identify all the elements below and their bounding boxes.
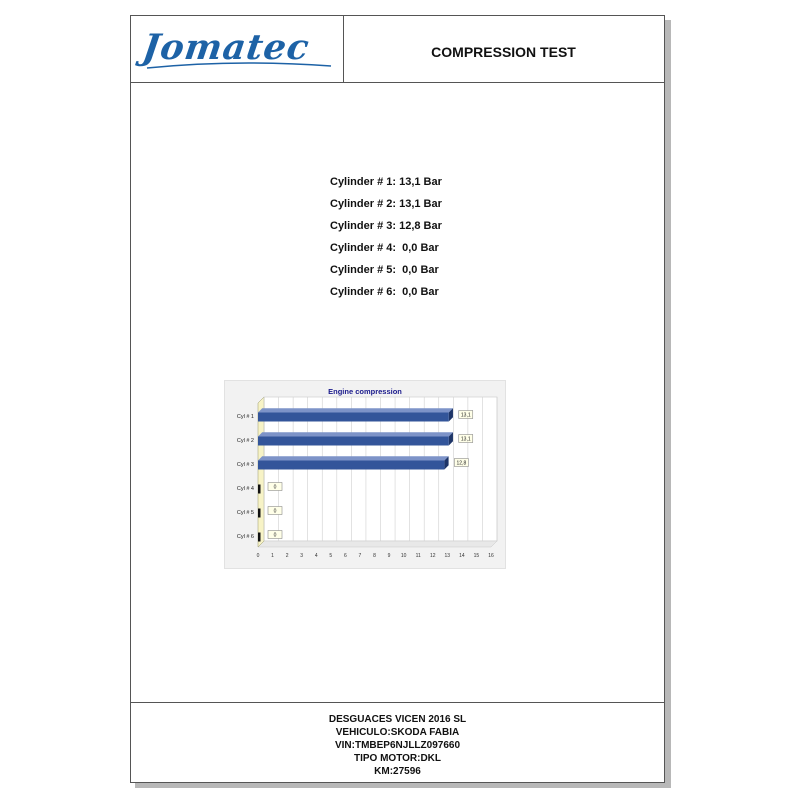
- x-tick-label: 13: [444, 553, 451, 559]
- footer-engine-type: TIPO MOTOR:DKL: [353, 753, 442, 764]
- category-label: Cyl # 5: [236, 510, 254, 516]
- category-label: Cyl # 1: [236, 414, 254, 420]
- footer-vehicle: VEHICULO:SKODA FABIA: [335, 727, 460, 738]
- bar: [258, 509, 261, 518]
- data-label: 12,8: [456, 460, 467, 467]
- x-tick-label: 6: [343, 553, 347, 559]
- bar: [258, 437, 449, 446]
- category-label: Cyl # 2: [236, 438, 254, 444]
- data-label: 13,1: [460, 436, 471, 443]
- result-cylinder-5: Cylinder # 5: 0,0 Bar: [330, 264, 439, 276]
- bar: [258, 413, 449, 422]
- x-tick-label: 16: [488, 553, 494, 559]
- category-label: Cyl # 3: [236, 462, 254, 468]
- report-footer: [131, 702, 664, 783]
- category-label: Cyl # 4: [236, 486, 254, 492]
- result-cylinder-3: Cylinder # 3: 12,8 Bar: [330, 220, 442, 232]
- x-tick-label: 0: [256, 553, 260, 559]
- x-tick-label: 5: [329, 553, 333, 559]
- x-tick-label: 3: [300, 553, 304, 559]
- engine-compression-chart: [224, 380, 506, 569]
- x-tick-label: 14: [459, 553, 465, 559]
- plot-floor: [258, 541, 497, 547]
- data-label: 0: [273, 508, 277, 515]
- result-cylinder-2: Cylinder # 2: 13,1 Bar: [330, 198, 442, 210]
- report-header: [131, 16, 664, 83]
- category-label: Cyl # 6: [236, 534, 254, 540]
- x-tick-label: 1: [271, 553, 274, 559]
- x-tick-label: 12: [429, 553, 436, 559]
- result-cylinder-6: Cylinder # 6: 0,0 Bar: [330, 286, 439, 298]
- bar-top: [258, 408, 453, 412]
- x-tick-label: 9: [387, 553, 391, 559]
- x-tick-label: 11: [415, 553, 421, 559]
- bar-top: [258, 456, 449, 460]
- data-label: 13,1: [460, 412, 471, 419]
- result-cylinder-1: Cylinder # 1: 13,1 Bar: [330, 176, 442, 188]
- footer-company: DESGUACES VICEN 2016 SL: [328, 714, 467, 725]
- bar: [258, 485, 261, 494]
- vehicle-info: [131, 713, 664, 778]
- x-tick-label: 2: [285, 553, 289, 559]
- footer-vin: VIN:TMBEP6NJLLZ097660: [334, 740, 461, 751]
- data-label: 0: [273, 532, 277, 539]
- x-tick-label: 15: [473, 553, 480, 559]
- cylinder-results: [330, 171, 530, 303]
- x-tick-label: 4: [314, 553, 318, 559]
- bar-top: [258, 432, 453, 436]
- result-cylinder-4: Cylinder # 4: 0,0 Bar: [330, 242, 439, 254]
- chart-title: Engine compression: [328, 387, 402, 396]
- report-title: COMPRESSION TEST: [431, 44, 576, 60]
- x-tick-label: 8: [373, 553, 376, 559]
- x-tick-label: 10: [400, 553, 407, 559]
- x-tick-label: 7: [358, 553, 362, 559]
- bar: [258, 533, 261, 542]
- footer-km: KM:27596: [374, 766, 421, 777]
- logo-swoosh-icon: [145, 61, 335, 71]
- bar: [258, 461, 444, 470]
- report-page: [130, 15, 665, 783]
- brand-logo: Jomatec: [140, 27, 313, 68]
- data-label: 0: [273, 484, 277, 491]
- chart-svg: [225, 381, 505, 568]
- logo-cell: [131, 16, 344, 82]
